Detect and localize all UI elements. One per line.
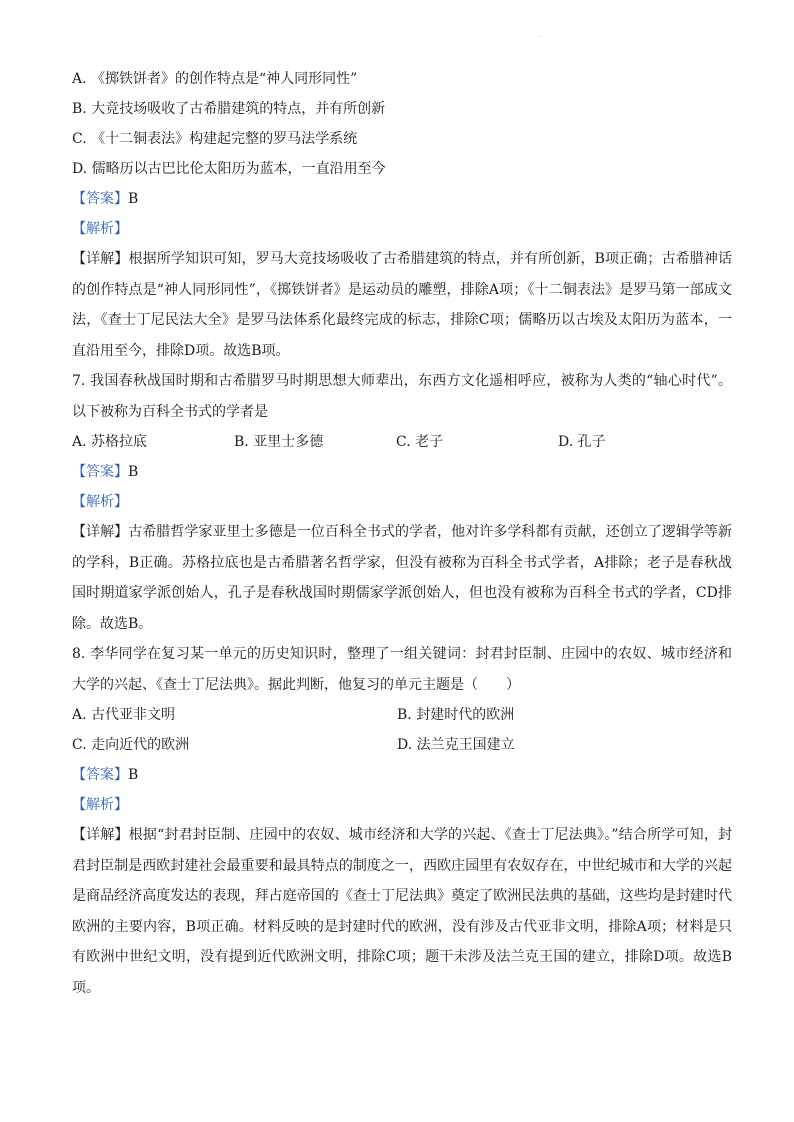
q7-option-b: B. 亚里士多德 <box>234 434 324 450</box>
detail-text: 根据所学知识可知，罗马大竞技场吸收了古希腊建筑的特点，并有所创新，B项正确；古希腊神话的创作特点是“神人同形同性”，《掷铁饼者》是运动员的雕塑，排除A项；《十二铜表法》是罗马第一部成文法，《查士丁尼民法大全》是罗马法体系化最终完成的标志，排除C项；儒略历以古埃及太阳历为蓝本，一直沿用至今，排除D项。故选B项。 <box>72 251 732 359</box>
q8-detail <box>72 820 732 1003</box>
detail-tag: 【详解】 <box>72 251 129 267</box>
detail-text: 根据“封君封臣制、庄园中的农奴、城市经济和大学的兴起、《查士丁尼法典》。”结合所学可知，封君封臣制是西欧封建社会最重要和最具特点的制度之一，西欧庄园里有农奴存在，中世纪城市和大学的兴起是商品经济高度发达的表现，拜占庭帝国的《查士丁尼法典》奠定了欧洲民法典的基础，这些均是封建时代欧洲的主要内容，B项正确。材料反映的是封建时代的欧洲，没有涉及古代亚非文明，排除A项；材料是只有欧洲中世纪文明，没有提到近代欧洲文明，排除C项；题干未涉及法兰克王国的建立，排除D项。故选B项。 <box>72 827 733 996</box>
q7-option-c: C. 老子 <box>396 434 444 450</box>
q8-stem: 8. 李华同学在复习某一单元的历史知识时，整理了一组关键词：封君封臣制、庄园中的农奴、城市经济和大学的兴起、《查士丁尼法典》。据此判断，他复习的单元主题是（ ） <box>72 646 732 693</box>
q7-options <box>72 427 732 457</box>
document-body <box>72 64 732 1003</box>
q6-option-d: D. 儒略历以古巴比伦太阳历为蓝本，一直沿用至今 <box>72 161 386 177</box>
header-mark: . <box>539 30 542 39</box>
q8-option-d: D. 法兰克王国建立 <box>397 737 515 753</box>
q7-option-d: D. 孔子 <box>558 434 606 450</box>
answer-tag: 【答案】 <box>72 464 128 480</box>
q6-option-b: B. 大竞技场吸收了古希腊建筑的特点，并有所创新 <box>72 101 386 117</box>
q6-option-a: A. 《掷铁饼者》的创作特点是“神人同形同性” <box>72 71 358 87</box>
q7-option-a: A. 苏格拉底 <box>72 434 148 450</box>
answer-value: B <box>128 464 139 480</box>
detail-tag: 【详解】 <box>72 827 129 843</box>
q7-stem: 7. 我国春秋战国时期和古希腊罗马时期思想大师辈出，东西方文化遥相呼应，被称为人类的“轴心时代”。以下被称为百科全书式的学者是 <box>72 373 732 420</box>
answer-tag: 【答案】 <box>72 767 128 783</box>
q8-option-a: A. 古代亚非文明 <box>72 707 176 723</box>
q8-option-c: C. 走向近代的欧洲 <box>72 737 190 753</box>
analysis-tag: 【解析】 <box>72 221 128 237</box>
q6-answer <box>72 184 732 214</box>
q6-options <box>72 64 732 184</box>
q8-analysis <box>72 790 732 820</box>
answer-value: B <box>128 767 139 783</box>
q7-detail <box>72 517 732 639</box>
analysis-tag: 【解析】 <box>72 797 128 813</box>
detail-text: 古希腊哲学家亚里士多德是一位百科全书式的学者，他对许多学科都有贡献，还创立了逻辑学等新的学科，B正确。苏格拉底也是古希腊著名哲学家，但没有被称为百科全书式学者，A排除；老子是春秋战国时期道家学派创始人，孔子是春秋战国时期儒家学派创始人，但也没有被称为百科全书式的学者，CD排除。故选B。 <box>72 524 733 632</box>
q7-answer <box>72 457 732 487</box>
q6-detail <box>72 244 732 366</box>
q7-analysis <box>72 487 732 517</box>
answer-tag: 【答案】 <box>72 191 128 207</box>
q8-options-row2 <box>72 730 732 760</box>
q6-analysis <box>72 214 732 244</box>
answer-value: B <box>128 191 139 207</box>
q8-option-b: B. 封建时代的欧洲 <box>397 707 515 723</box>
q8-answer <box>72 760 732 790</box>
q8-options-row1 <box>72 700 732 730</box>
q6-option-c: C. 《十二铜表法》构建起完整的罗马法学系统 <box>72 131 358 147</box>
analysis-tag: 【解析】 <box>72 494 128 510</box>
detail-tag: 【详解】 <box>72 524 129 540</box>
